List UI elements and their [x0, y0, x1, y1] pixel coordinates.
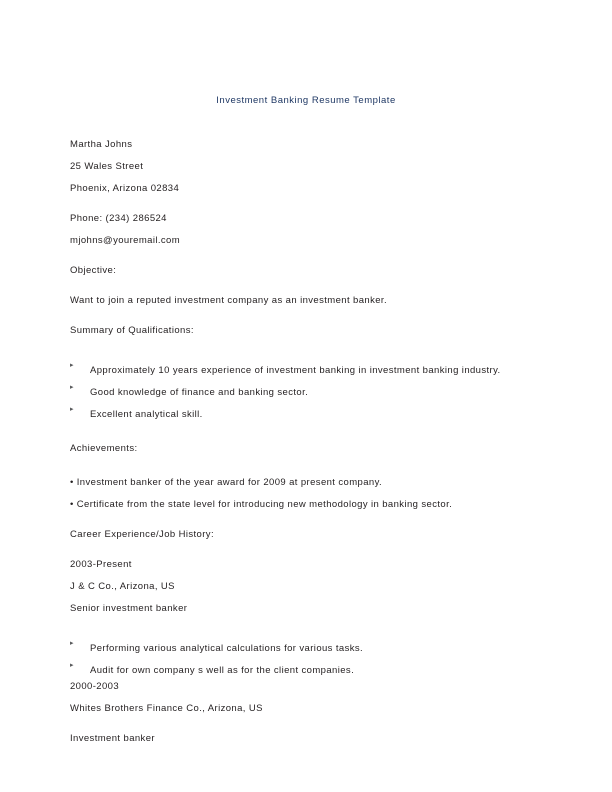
list-item — [70, 638, 540, 660]
job-duty-text: Audit for own company s well as for the client companies. — [90, 665, 355, 676]
list-item — [70, 404, 540, 426]
address-street: 25 Wales Street — [70, 161, 144, 172]
phone-number: Phone: (234) 286524 — [70, 213, 167, 224]
bullet-icon: ▸ — [70, 384, 74, 391]
bullet-icon: ▸ — [70, 640, 74, 647]
job-role: Senior investment banker — [70, 603, 188, 614]
qualifications-section — [70, 326, 540, 426]
qualifications-heading: Summary of Qualifications: — [70, 325, 194, 336]
job-dates: 2003-Present — [70, 559, 132, 570]
job-company: Whites Brothers Finance Co., Arizona, US — [70, 703, 263, 714]
qualification-text: Excellent analytical skill. — [90, 409, 203, 420]
resume-body — [70, 140, 540, 756]
list-item — [70, 382, 540, 404]
bullet-icon: ▸ — [70, 362, 74, 369]
job-duty-text: Performing various analytical calculations for various tasks. — [90, 643, 364, 654]
job-entry — [70, 682, 540, 756]
career-section — [70, 530, 540, 756]
contact-block — [70, 140, 540, 258]
career-heading: Career Experience/Job History: — [70, 529, 214, 540]
bullet-icon: ▸ — [70, 662, 74, 669]
list-item — [70, 360, 540, 382]
objective-section — [70, 266, 540, 318]
page-title: Investment Banking Resume Template — [216, 95, 396, 106]
objective-heading: Objective: — [70, 265, 117, 276]
achievements-heading: Achievements: — [70, 443, 138, 454]
list-item — [70, 660, 540, 682]
bullet-icon: ▸ — [70, 406, 74, 413]
achievements-section — [70, 444, 540, 522]
spacer — [70, 258, 540, 266]
email-address: mjohns@youremail.com — [70, 235, 181, 246]
job-company: J & C Co., Arizona, US — [70, 581, 175, 592]
spacer — [70, 552, 540, 560]
achievement-item: • Certificate from the state level for introducing new methodology in banking sector. — [70, 499, 453, 510]
job-dates: 2000-2003 — [70, 681, 120, 692]
qualification-text: Good knowledge of finance and banking sector. — [90, 387, 309, 398]
job-entry — [70, 560, 540, 682]
spacer — [70, 426, 540, 444]
achievement-item: • Investment banker of the year award for 2009 at present company. — [70, 477, 383, 488]
job-role: Investment banker — [70, 733, 155, 744]
spacer — [70, 348, 540, 360]
address-city-state-zip: Phoenix, Arizona 02834 — [70, 183, 180, 194]
spacer — [70, 626, 540, 638]
applicant-name: Martha Johns — [70, 139, 133, 150]
qualification-text: Approximately 10 years experience of investment banking in investment banking industry. — [90, 365, 501, 376]
objective-text: Want to join a reputed investment company as an investment banker. — [70, 295, 388, 306]
